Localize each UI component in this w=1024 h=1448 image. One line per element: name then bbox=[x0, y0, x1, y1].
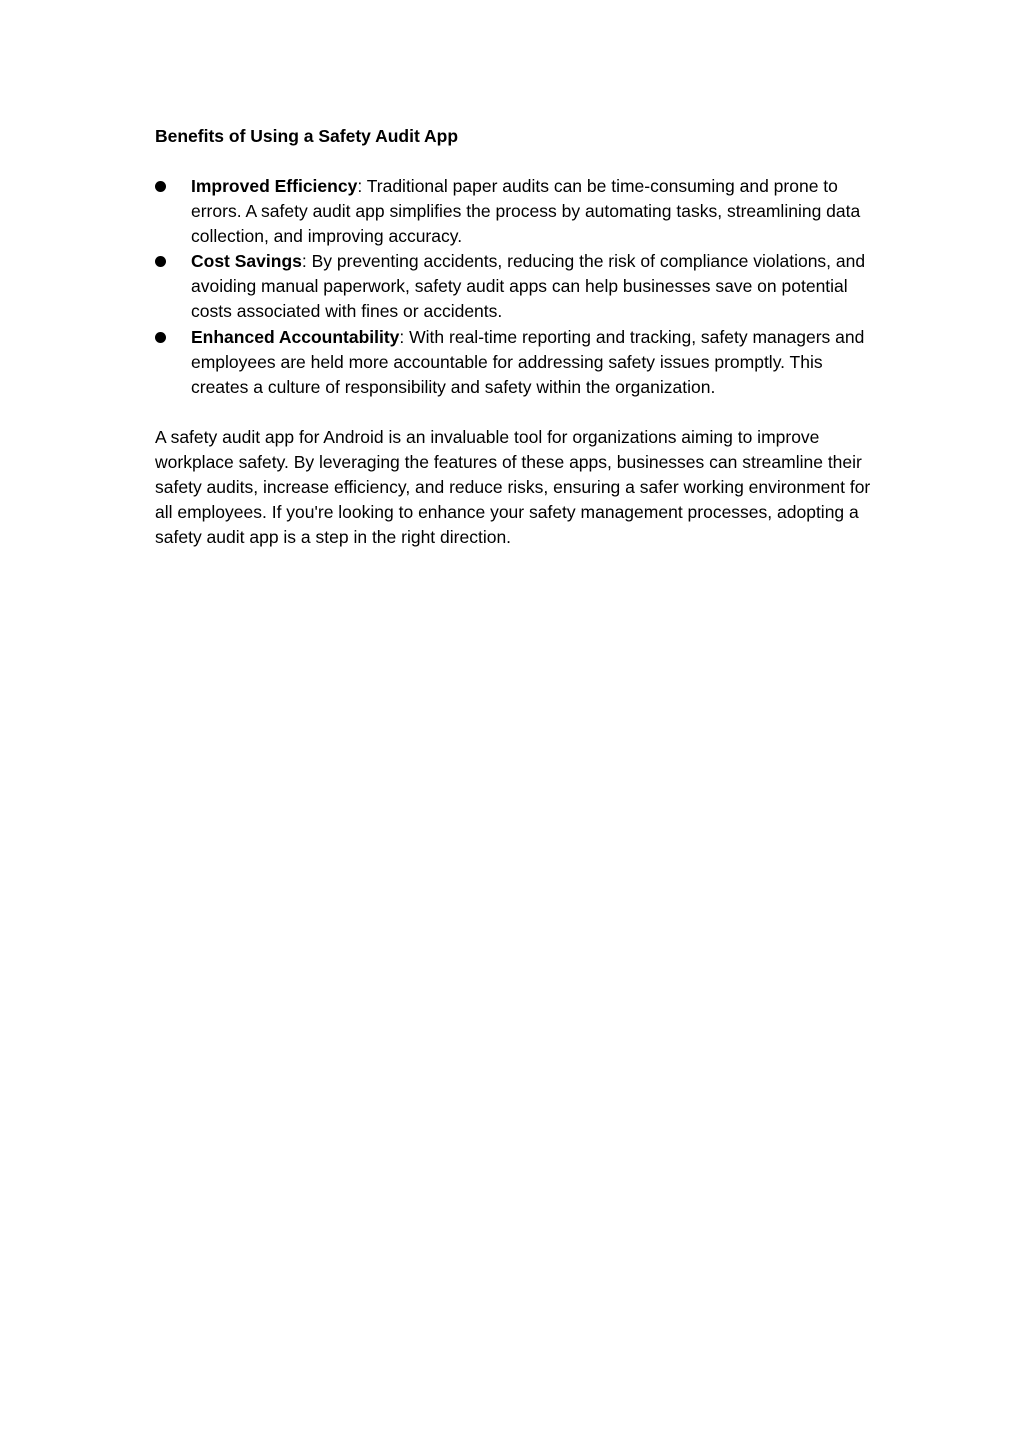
closing-paragraph: A safety audit app for Android is an invaluable tool for organizations aiming to improve workplace safety. By leveraging the features of these apps, businesses can streamline their safety audits, increase efficiency, and reduce risks, ensuring a safer working environment for all employees. If you're looking to enhance your safety management processes, adopting a safety audit app is a step in the right direction. bbox=[155, 426, 871, 548]
list-item bbox=[155, 174, 883, 249]
bullet-icon bbox=[155, 181, 166, 192]
benefits-list bbox=[155, 174, 883, 400]
bullet-icon bbox=[155, 256, 166, 267]
list-item bbox=[155, 325, 883, 400]
list-item bbox=[155, 249, 883, 324]
benefit-description: : By preventing accidents, reducing the risk of compliance violations, and avoiding manual paperwork, safety audit apps can help businesses save on potential costs associated with fines or accidents. bbox=[191, 251, 866, 322]
benefit-description: : With real-time reporting and tracking, safety managers and employees are held more accountable for addressing safety issues promptly. This creates a culture of responsibility and safety within the organization. bbox=[191, 326, 865, 397]
document-body bbox=[155, 124, 883, 550]
benefit-description: : Traditional paper audits can be time-consuming and prone to errors. A safety audit app simplifies the process by automating tasks, streamlining data collection, and improving accuracy. bbox=[191, 176, 861, 247]
bullet-icon bbox=[155, 332, 166, 343]
section-heading: Benefits of Using a Safety Audit App bbox=[155, 126, 459, 146]
benefit-term: Improved Efficiency bbox=[191, 176, 358, 196]
benefit-term: Cost Savings bbox=[191, 251, 302, 272]
benefit-term: Enhanced Accountability bbox=[191, 326, 400, 347]
